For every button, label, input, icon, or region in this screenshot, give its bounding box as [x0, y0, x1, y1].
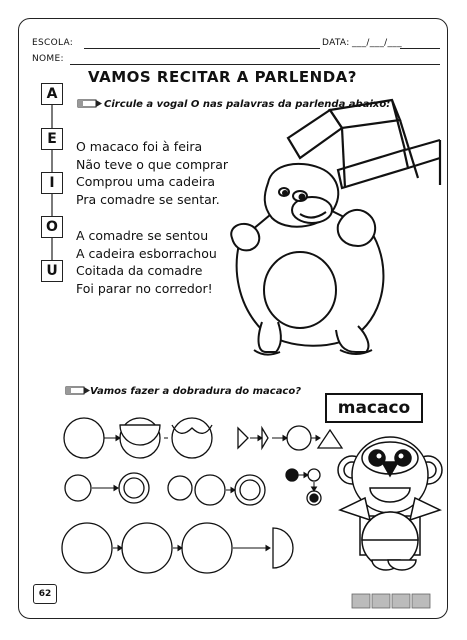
word-box-macaco: macaco: [325, 393, 423, 423]
poem-line: Coitada da comadre: [76, 263, 203, 278]
instruction-origami: Vamos fazer a dobradura do macaco?: [90, 386, 302, 397]
date-field[interactable]: ___/___/___: [352, 38, 402, 48]
monkey-face-origami: [338, 437, 442, 570]
poem-line: Pra comadre se sentar.: [76, 191, 220, 207]
poem-line: A comadre se sentou: [76, 228, 209, 243]
poem-line: Comprou uma cadeira: [76, 174, 216, 189]
monkey-illustration: [231, 164, 383, 355]
vowel-box-e: E: [41, 128, 63, 150]
pencil-icon: [78, 100, 102, 107]
instruction-circle-vowel: Circule a vogal O nas palavras da parlenda abaixo:: [104, 99, 391, 110]
vowel-box-a: A: [41, 83, 63, 105]
page-number: 62: [33, 584, 57, 604]
name-label: NOME:: [32, 54, 64, 64]
pencil-icon: [66, 387, 90, 394]
poem-line: O macaco foi à feira: [76, 139, 203, 154]
vowel-box-i: I: [41, 172, 63, 194]
poem-line: Não teve o que comprar: [76, 156, 228, 172]
publisher-logo: [352, 594, 430, 608]
vowel-box-u: U: [41, 260, 63, 282]
origami-steps: [62, 418, 342, 573]
poem-line: Foi parar no corredor!: [76, 280, 213, 296]
page-title: VAMOS RECITAR A PARLENDA?: [88, 68, 357, 86]
school-label: ESCOLA:: [32, 38, 74, 48]
poem-line: A cadeira esborrachou: [76, 245, 217, 261]
date-label: DATA:: [322, 38, 350, 48]
vowel-box-o: O: [41, 216, 63, 238]
